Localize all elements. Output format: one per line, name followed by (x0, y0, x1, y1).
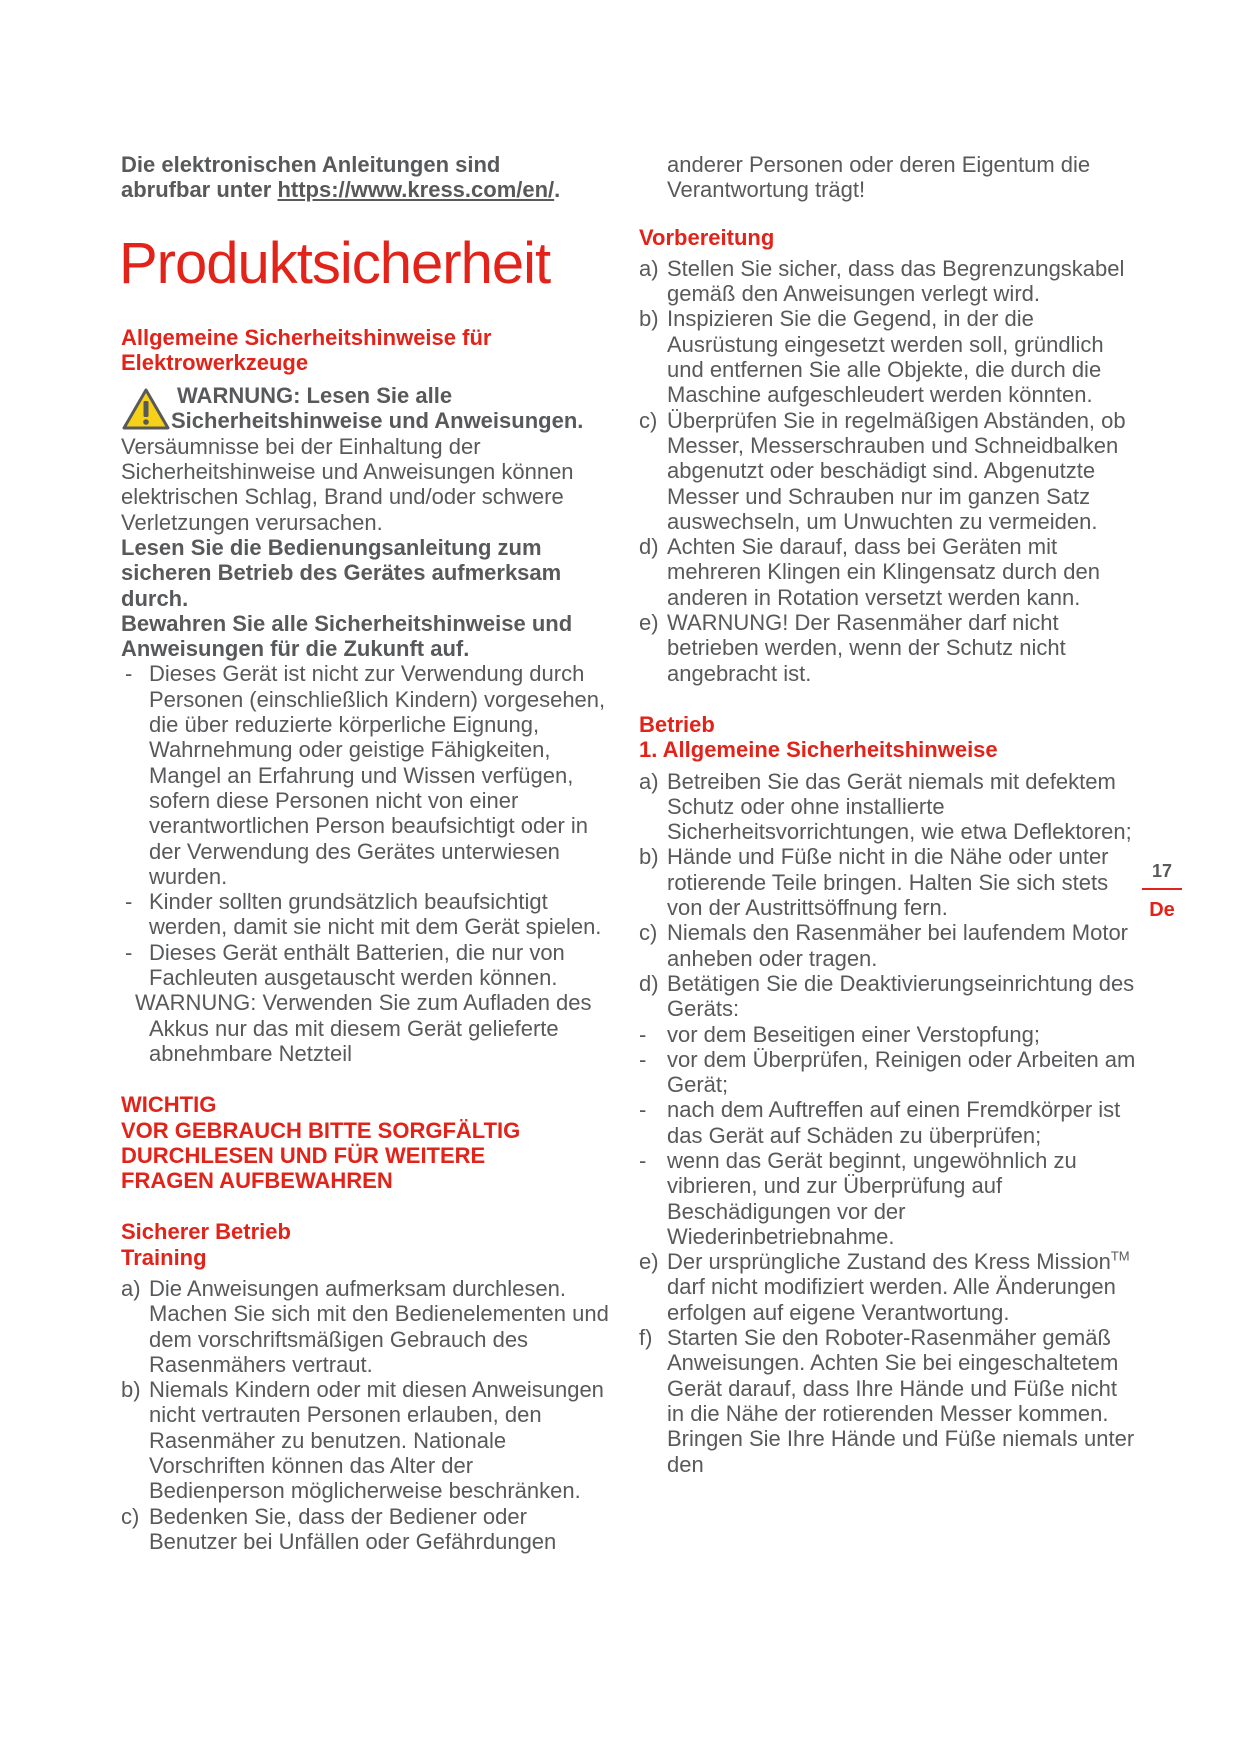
list-item: b) Niemals Kindern oder mit diesen Anweisungen nicht vertrauten Personen erlauben, den Rasenmäher zu benutzen. Nationale Vorschriften können das Alter der Bedienperson möglicherweise beschränken. (121, 1377, 604, 1504)
language-code: De (1149, 899, 1175, 921)
list-item: c) Überprüfen Sie in regelmäßigen Abständen, ob Messer, Messerschrauben und Schneidbalken abgenutzt oder beschädigt sind. Abgenutzte Messer und Schrauben nur im ganzen Satz auswechseln, um Unwuchten zu vermeiden. (639, 407, 1126, 534)
intro-note (121, 152, 611, 203)
operation-list (639, 769, 1139, 1477)
list-item: d) Achten Sie darauf, dass bei Geräten mit mehreren Klingen ein Klingensatz durch den anderen in Rotation versetzt werden kann. (639, 534, 1100, 610)
list-item: c) Niemals den Rasenmäher bei laufendem Motor anheben oder tragen. (639, 920, 1129, 971)
warning-triangle-icon (121, 387, 171, 431)
page-marker (1140, 860, 1184, 922)
list-item: b) Inspizieren Sie die Gegend, in der die Ausrüstung eingesetzt werden soll, gründlich und entfernen Sie alle Objekte, die durch die Maschine aufgeschleudert werden könnten. (639, 306, 1104, 408)
important-notice: WICHTIG VOR GEBRAUCH BITTE SORGFÄLTIG DURCHLESEN UND FÜR WEITERE FRAGEN AUFBEWAHREN (121, 1092, 521, 1194)
page-number: 17 (1151, 861, 1173, 881)
list-item: - nach dem Auftreffen auf einen Fremdkörper ist das Gerät auf Schäden zu überprüfen; (639, 1097, 1121, 1148)
list-item: - Kinder sollten grundsätzlich beaufsichtigt werden, damit sie nicht mit dem Gerät spielen. (125, 889, 602, 940)
list-item: e) Der ursprüngliche Zustand des Kress Mission™ darf nicht modifiziert werden. Alle Änderungen erfolgen auf eigene Verantwortung. (639, 1248, 1130, 1325)
page-title: Produktsicherheit (119, 230, 551, 296)
warning-line1: WARNUNG: Lesen Sie alle (177, 383, 453, 409)
keep-instructions-note: Bewahren Sie alle Sicherheitshinweise und Anweisungen für die Zukunft auf. (121, 610, 573, 662)
list-item: d) Betätigen Sie die Deaktivierungseinrichtung des Geräts: (639, 970, 1135, 1022)
kress-link[interactable]: https://www.kress.com/en/ (277, 177, 555, 203)
safe-operation-heading: Sicherer Betrieb Training (121, 1219, 291, 1270)
list-item: a) Stellen Sie sicher, dass das Begrenzungskabel gemäß den Anweisungen verlegt wird. (639, 255, 1125, 307)
list-item: b) Hände und Füße nicht in die Nähe oder unter rotierende Teile bringen. Halten Sie sich stets von der Austrittsöffnung fern. (639, 844, 1109, 921)
general-warning-text: Versäumnisse bei der Einhaltung der Sicherheitshinweise und Anweisungen können elektrischen Schlag, Brand und/oder schwere Verletzungen verursachen. (121, 433, 574, 535)
list-item: e) WARNUNG! Der Rasenmäher darf nicht betrieben werden, wenn der Schutz nicht angebracht ist. (639, 610, 1066, 686)
list-item: - vor dem Beseitigen einer Verstopfung; (639, 1021, 1041, 1047)
right-column (639, 152, 1139, 1477)
list-item: f) Starten Sie den Roboter-Rasenmäher gemäß Anweisungen. Achten Sie bei eingeschaltetem Gerät darauf, dass Ihre Hände und Füße nicht in die Nähe der rotierenden Messer kommen. Bringen Sie Ihre Hände und Füße niemals unter den (639, 1325, 1135, 1477)
left-column (121, 152, 611, 1554)
list-item: - wenn das Gerät beginnt, ungewöhnlich zu vibrieren, und zur Überprüfung auf Beschädigungen vor der Wiederinbetriebnahme. (639, 1147, 1077, 1249)
warning-line2: Sicherheitshinweise und Anweisungen. (171, 408, 584, 434)
list-item: - Dieses Gerät enthält Batterien, die nur von Fachleuten ausgetauscht werden können. (125, 939, 565, 991)
preparation-heading: Vorbereitung (639, 224, 775, 250)
general-safety-heading: Allgemeine Sicherheitshinweise für Elektrowerkzeuge (121, 324, 492, 375)
list-item: c) Bedenken Sie, dass der Bediener oder Benutzer bei Unfällen oder Gefährdungen (121, 1503, 557, 1554)
page-divider (1142, 888, 1182, 890)
intro-line2: abrufbar unter https://www.kress.com/en/. (121, 177, 561, 203)
list-item: - Dieses Gerät ist nicht zur Verwendung durch Personen (einschließlich Kindern) vorgesehen, die über reduzierte körperliche Eignung, Wahrnehmung oder geistige Fähigkeiten, Mangel an Erfahrung und Wissen verfügen, sofern diese Personen nicht von einer verantwortlichen Person beaufsichtigt oder in der Verwendung des Gerätes unterwiesen wurden. (125, 661, 606, 889)
list-item: a) Die Anweisungen aufmerksam durchlesen. Machen Sie sich mit den Bedienelementen und dem vorschriftsmäßigen Gebrauch des Rasenmähers vertraut. (121, 1275, 609, 1377)
charger-warning: WARNUNG: Verwenden Sie zum Aufladen des Akkus nur das mit diesem Gerät gelieferte abnehmbare Netzteil (135, 990, 592, 1066)
warning-block (121, 383, 611, 434)
read-manual-note: Lesen Sie die Bedienungsanleitung zum sicheren Betrieb des Gerätes aufmerksam durch. (121, 534, 562, 611)
list-item: - vor dem Überprüfen, Reinigen oder Arbeiten am Gerät; (639, 1046, 1136, 1098)
training-continuation: anderer Personen oder deren Eigentum die Verantwortung trägt! (667, 152, 1091, 203)
training-list (121, 1276, 611, 1554)
operation-heading: Betrieb 1. Allgemeine Sicherheitshinweise (639, 711, 998, 763)
list-item: a) Betreiben Sie das Gerät niemals mit defektem Schutz oder ohne installierte Sicherheitsvorrichtungen, wie etwa Deflektoren; (639, 768, 1132, 845)
preparation-list (639, 256, 1139, 686)
intro-line1: Die elektronischen Anleitungen sind (121, 152, 501, 177)
